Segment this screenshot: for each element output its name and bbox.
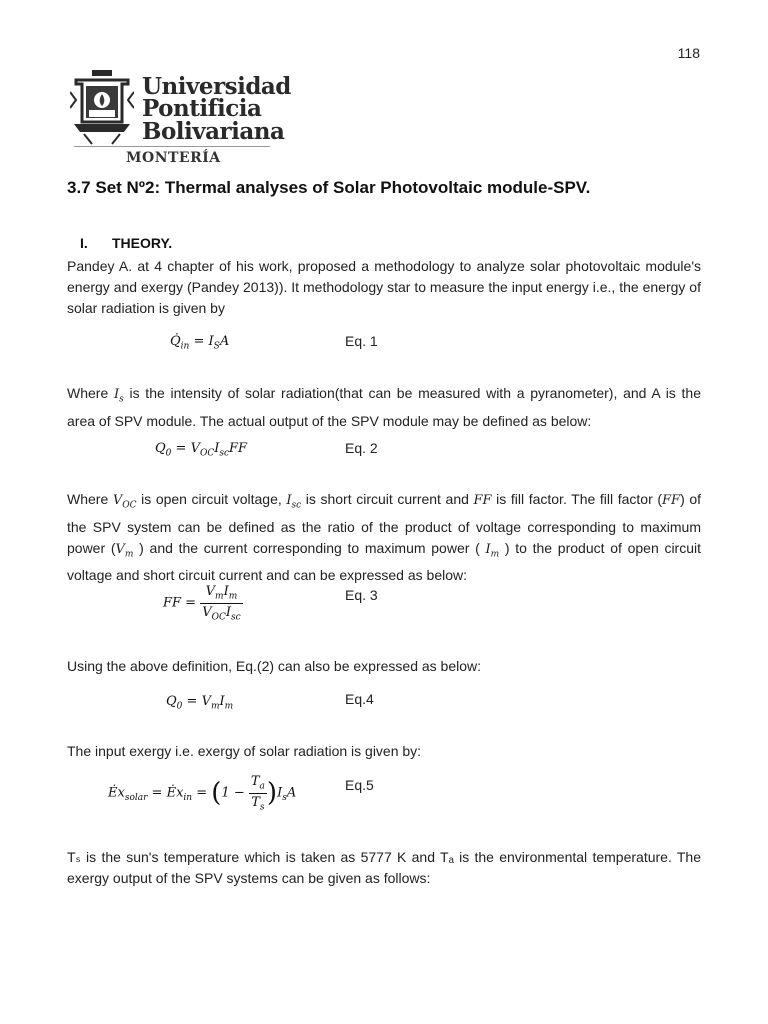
equation-2-label: Eq. 2 xyxy=(345,440,378,456)
subsection-title: THEORY. xyxy=(112,235,173,251)
math-isc: $I_{sc}$ xyxy=(286,493,302,511)
logo-city: MONTERÍA xyxy=(126,150,221,166)
equation-3: FF = $\frac{V_mI_m}{V_{OC}I_{sc}}$ xyxy=(163,584,241,623)
subsection-heading xyxy=(80,235,172,251)
math-voc: $V_{OC}$ xyxy=(112,493,137,511)
equation-1: $Q̇_{in} = I_SA$ xyxy=(170,334,230,352)
page-number: 118 xyxy=(677,45,700,61)
paragraph-input-exergy: The input exergy i.e. exergy of solar radiation is given by: xyxy=(67,743,422,759)
paragraph-intro: Pandey A. at 4 chapter of his work, proposed a methodology to analyze solar photovoltaic module's energy and exergy (Pandey 2013)). It methodology star to measure the input energy i.e., the energy of solar radiation is given by xyxy=(67,258,701,316)
equation-1-label: Eq. 1 xyxy=(345,333,378,349)
paragraph-intensity-start: Where xyxy=(67,385,114,401)
math-vm: $V_m$ xyxy=(115,541,134,560)
pff-text-3: is short circuit current and xyxy=(301,491,474,507)
logo-line-2: Pontificia xyxy=(142,95,262,122)
pff-text-7: ) to the product of open circuit voltage and short circuit current and can be expressed as below: xyxy=(67,539,702,584)
logo-line-1: Universidad xyxy=(142,73,291,100)
section-heading: 3.7 Set Nº2: Thermal analyses of Solar Photovoltaic module-SPV. xyxy=(67,178,591,197)
pff-text-5: ) of the SPV system can be defined as the ratio of the product of voltage corresponding to maximum power ( xyxy=(67,491,702,556)
equation-2: $Q_0 = V_{OC}I_{sc}FF$ xyxy=(155,441,248,459)
paragraph-fill-factor xyxy=(67,489,701,586)
equation-5-label: Eq.5 xyxy=(345,777,374,793)
math-is: $I_s$ xyxy=(113,387,124,405)
math-ff: FF xyxy=(473,493,492,508)
equation-5: $Ėx_{solar}$ = $Ėx_{in} = (1$ − $\frac{T_a}{T_s}$ )$I_sA$ xyxy=(108,774,297,813)
equation-4-label: Eq.4 xyxy=(345,691,374,707)
logo-line-3: Bolivariana xyxy=(142,118,285,145)
university-seal-icon xyxy=(70,70,134,146)
pff-text-4: is fill factor. The fill factor ( xyxy=(491,491,663,507)
paragraph-intensity xyxy=(67,383,701,432)
math-ff-2: FF xyxy=(662,493,681,508)
paragraph-definition: Using the above definition, Eq.(2) can also be expressed as below: xyxy=(67,658,482,674)
university-logo xyxy=(70,70,291,170)
pff-text-2: is open circuit voltage, xyxy=(136,491,287,507)
equation-4: $Q_0 = V_mI_m$ xyxy=(166,694,234,712)
subsection-number: I. xyxy=(80,235,88,251)
pff-text-6: ) and the current corresponding to maximum power ( xyxy=(133,539,486,556)
paragraph-sun-temperature: Tₛ is the sun's temperature which is taken as 5777 K and Tₐ is the environmental temperature. The exergy output of the SPV systems can be given as follows: xyxy=(67,849,701,886)
equation-3-label: Eq. 3 xyxy=(345,587,378,603)
math-im: $I_m$ xyxy=(485,541,500,560)
pff-text-1: Where xyxy=(67,491,113,507)
logo-divider xyxy=(74,146,270,147)
paragraph-intensity-end: is the intensity of solar radiation(that can be measured with a pyranometer), and A is the area of SPV module. The actual output of the SPV module may be defined as below: xyxy=(67,385,701,429)
